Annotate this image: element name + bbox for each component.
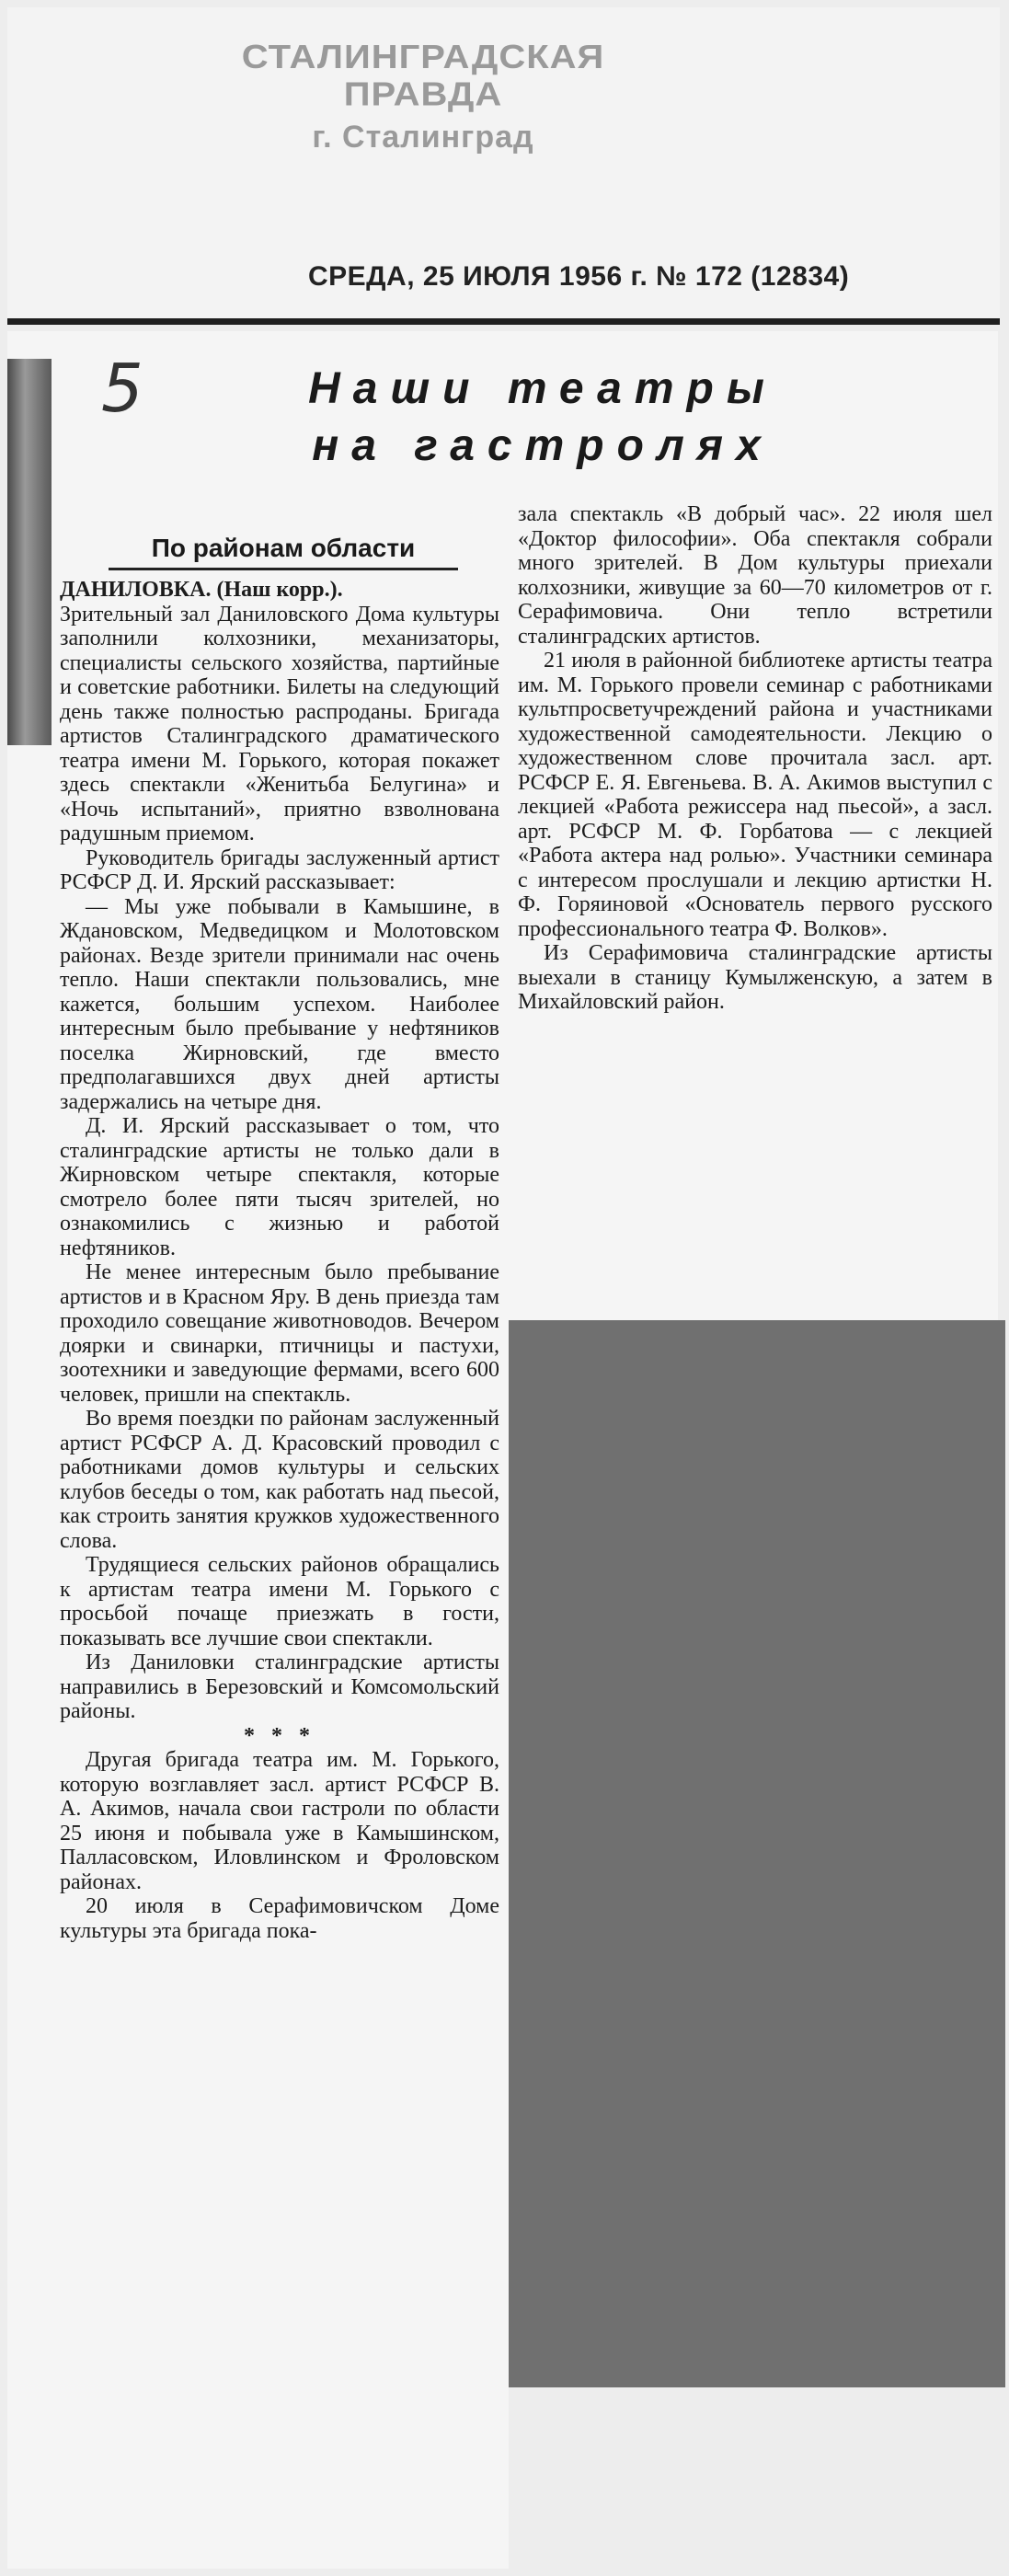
- paragraph: Из Серафимовича сталинградские артисты выехали в станицу Кумылженскую, а затем в Михайловский район.: [518, 941, 992, 1014]
- article-left-column: [60, 578, 499, 2556]
- article-subheading: По районам области: [151, 534, 416, 562]
- paragraph: Из Даниловки сталинградские артисты направились в Березовский и Комсомольский районы.: [60, 1650, 499, 1723]
- section-separator: * * *: [244, 1723, 315, 1748]
- paragraph: 20 июля в Серафимовичском Доме культуры эта бригада пока-: [60, 1894, 499, 1943]
- adjacent-photo-edge: [7, 359, 52, 745]
- newspaper-stamp: [179, 35, 667, 155]
- paragraph: Не менее интересным было пребывание артистов и в Красном Яру. В день приезда там проходило совещание животноводов. Вечером доярки и свинарки, птичницы и пастухи, зоотехники и заведующие фермами, всего 600 человек, пришли на спектакль.: [60, 1260, 499, 1407]
- paragraph: Другая бригада театра им. М. Горького, которую возглавляет засл. артист РСФСР В. А. Акимов, начала свои гастроли по области 25 июня и побывала уже в Камышинском, Палласовском, Иловлинском и Фроловском районах.: [60, 1748, 499, 1894]
- article-headline: [212, 361, 874, 475]
- paragraph: — Мы уже побывали в Камышине, в Ждановском, Медведицком и Молотовском районах. Везде зрители принимали нас очень тепло. Наши спектакли пользовались, мне кажется, большим успехом. Наиболее интересным было пребывание у нефтяников поселка Жирновский, где вместо предполагавшихся двух дней артисты задержались на четыре дня.: [60, 894, 499, 1114]
- paragraph: Во время поездки по районам заслуженный артист РСФСР А. Д. Красовский проводил с работниками домов культуры и сельских клубов беседы о том, как работать над пьесой, как строить занятия кружков художественного слова.: [60, 1407, 499, 1553]
- paragraph: Д. И. Ярский рассказывает о том, что сталинградские артисты не только дали в Жирновском четыре спектакля, которые смотрело более пяти тысяч зрителей, но ознакомились с жизнью и работой нефтяников.: [60, 1114, 499, 1260]
- dateline-place: ДАНИЛОВКА. (Наш корр.).: [60, 578, 343, 602]
- subheading-underline: [109, 568, 458, 570]
- paragraph: Руководитель бригады заслуженный артист РСФСР Д. И. Ярский рассказывает:: [60, 845, 499, 894]
- paragraph: 21 июля в районной библиотеке артисты театра им. М. Горького провели семинар с работниками культпросветучреждений района и участниками художественной самодеятельности. Лекцию о художественном слове прочитала засл. арт. РСФСР Е. Я. Евгеньева. В. А. Акимов выступил с лекцией «Работа режиссера над пьесой», а засл. арт. РСФСР М. Ф. Горбатова — с лекцией «Работа актера над ролью». Участники семинара с интересом прослушали и лекцию артистки Н. Ф. Горяиновой «Основатель первого русского профессионального театра Ф. Волков».: [518, 649, 992, 941]
- paper-name: СТАЛИНГРАДСКАЯ ПРАВДА: [241, 39, 605, 113]
- handwritten-mark: 5: [101, 350, 143, 427]
- issue-dateline: СРЕДА, 25 ИЮЛЯ 1956 г. № 172 (12834): [308, 261, 850, 292]
- backing-sheet: [509, 1320, 1005, 2387]
- paragraph: Трудящиеся сельских районов обращались к артистам театра имени М. Горького с просьбой почаще приезжать в гости, показывать все лучшие свои спектакли.: [60, 1553, 499, 1650]
- headline-line-1: Наши театры: [308, 364, 777, 413]
- paragraph: зала спектакль «В добрый час». 22 июля шел «Доктор философии». Оба спектакля собрали много зрителей. В Дом культуры приехали колхозники, живущие за 60—70 километров от г. Серафимовича. Они тепло встретили сталинградских артистов.: [518, 502, 992, 649]
- paragraph: Зрительный зал Даниловского Дома культуры заполнили колхозники, механизаторы, специалисты сельского хозяйства, партийные и советские работники. Билеты на следующий день также полностью распроданы. Бригада артистов Сталинградского драматического театра имени М. Горького, которая покажет здесь спектакли «Женитьба Белугина» и «Ночь испытаний», приятно взволнована радушным приемом.: [60, 602, 499, 845]
- article-right-column: [518, 502, 992, 1312]
- headline-line-2: на гастролях: [312, 421, 774, 470]
- masthead-rule: [7, 318, 1000, 325]
- paper-city: г. Сталинград: [312, 120, 534, 155]
- paragraph: [60, 578, 499, 603]
